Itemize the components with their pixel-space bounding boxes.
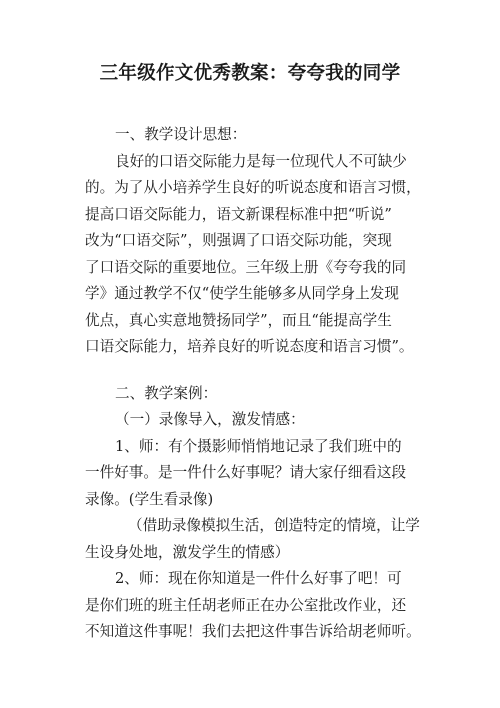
paragraph-line: 生设身处地，激发学生的情感） [85,544,290,561]
document-title: 三年级作文优秀教案：夸夸我的同学 [99,63,401,84]
subsection-heading: （一）录像导入，激发情感： [115,411,305,428]
paragraph-line: 录像。(学生看录像) [85,491,214,508]
paragraph-line: 一件好事。是一件什么好事呢？请大家仔细看这段 [85,464,407,481]
paragraph-line: 不知道这件事呢！我们去把这件事告诉给胡老师听。 [85,623,421,640]
paragraph-line: 优点，真心实意地赞扬同学”，而且“能提高学生 [85,312,392,329]
paragraph-line: 是你们班的班主任胡老师正在办公室批改作业，还 [85,597,407,614]
paragraph-line: 口语交际能力，培养良好的听说态度和语言习惯”。 [85,338,414,355]
paragraph-line: 改为“口语交际”，则强调了口语交际功能，突现 [85,232,392,249]
paragraph-line: 的。为了从小培养学生良好的听说态度和语言习惯， [85,179,421,196]
paragraph-line: 良好的口语交际能力是每一位现代人不可缺少 [115,153,407,170]
paragraph-line: 了口语交际的重要地位。三年级上册《夸夸我的同 [85,259,407,276]
section-heading-design-idea: 一、教学设计思想： [115,126,247,143]
paragraph-line: 2、师：现在你知道是一件什么好事了吧！可 [115,570,402,587]
paragraph-line: 1、师：有个摄影师悄悄地记录了我们班中的 [115,438,402,455]
paragraph-line: 学》通过教学不仅“使学生能够多从同学身上发现 [85,285,399,302]
paragraph-line: 提高口语交际能力，语文新课程标准中把“听说” [85,206,392,223]
section-heading-teaching-case: 二、教学案例： [115,385,218,402]
paragraph-line: （借助录像模拟生活，创造特定的情境，让学 [128,517,420,534]
